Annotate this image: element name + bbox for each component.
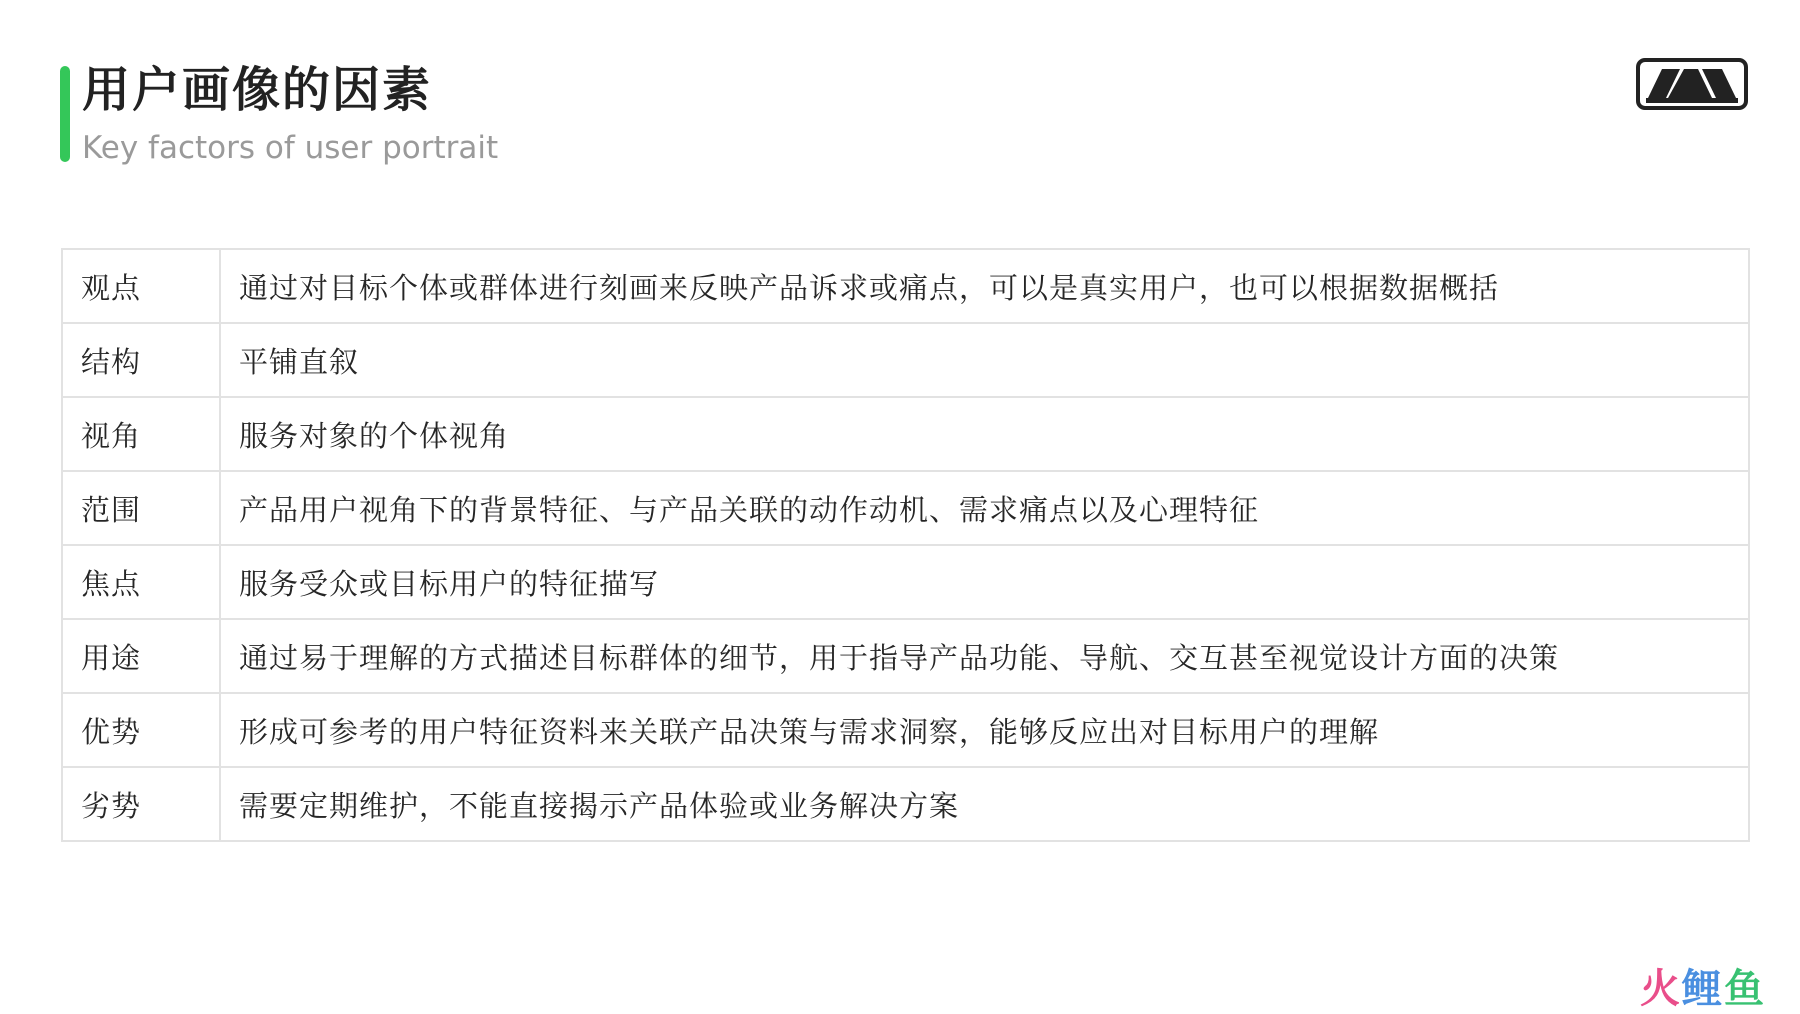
table-row: [62, 545, 1749, 619]
table-row: [62, 249, 1749, 323]
row-value-cell: 需要定期维护，不能直接揭示产品体验或业务解决方案: [220, 767, 1749, 841]
brand-logo-icon: [1636, 58, 1748, 112]
title-accent-bar: [60, 66, 70, 162]
row-value-cell: 产品用户视角下的背景特征、与产品关联的动作动机、需求痛点以及心理特征: [220, 471, 1749, 545]
watermark-char: 火: [1640, 966, 1682, 1012]
row-key-cell: 优势: [62, 693, 220, 767]
row-key-cell: 劣势: [62, 767, 220, 841]
row-key-cell: 用途: [62, 619, 220, 693]
row-key-cell: 观点: [62, 249, 220, 323]
row-value-cell: 服务受众或目标用户的特征描写: [220, 545, 1749, 619]
watermark-logo: [1640, 964, 1766, 1014]
table-row: [62, 767, 1749, 841]
table-row: [62, 693, 1749, 767]
table-row: [62, 619, 1749, 693]
row-value-cell: 形成可参考的用户特征资料来关联产品决策与需求洞察，能够反应出对目标用户的理解: [220, 693, 1749, 767]
row-key-cell: 结构: [62, 323, 220, 397]
row-value-cell: 通过对目标个体或群体进行刻画来反映产品诉求或痛点，可以是真实用户，也可以根据数据概括: [220, 249, 1749, 323]
row-key-cell: 视角: [62, 397, 220, 471]
watermark-char: 鲤: [1682, 966, 1724, 1012]
factors-table: [61, 248, 1750, 842]
table-row: [62, 471, 1749, 545]
page-title: 用户画像的因素: [82, 62, 433, 118]
row-value-cell: 通过易于理解的方式描述目标群体的细节，用于指导产品功能、导航、交互甚至视觉设计方面的决策: [220, 619, 1749, 693]
table-row: [62, 397, 1749, 471]
page-subtitle: Key factors of user portrait: [82, 130, 499, 166]
row-value-cell: 服务对象的个体视角: [220, 397, 1749, 471]
table-row: [62, 323, 1749, 397]
row-value-cell: 平铺直叙: [220, 323, 1749, 397]
watermark-char: 鱼: [1724, 966, 1766, 1012]
row-key-cell: 范围: [62, 471, 220, 545]
row-key-cell: 焦点: [62, 545, 220, 619]
